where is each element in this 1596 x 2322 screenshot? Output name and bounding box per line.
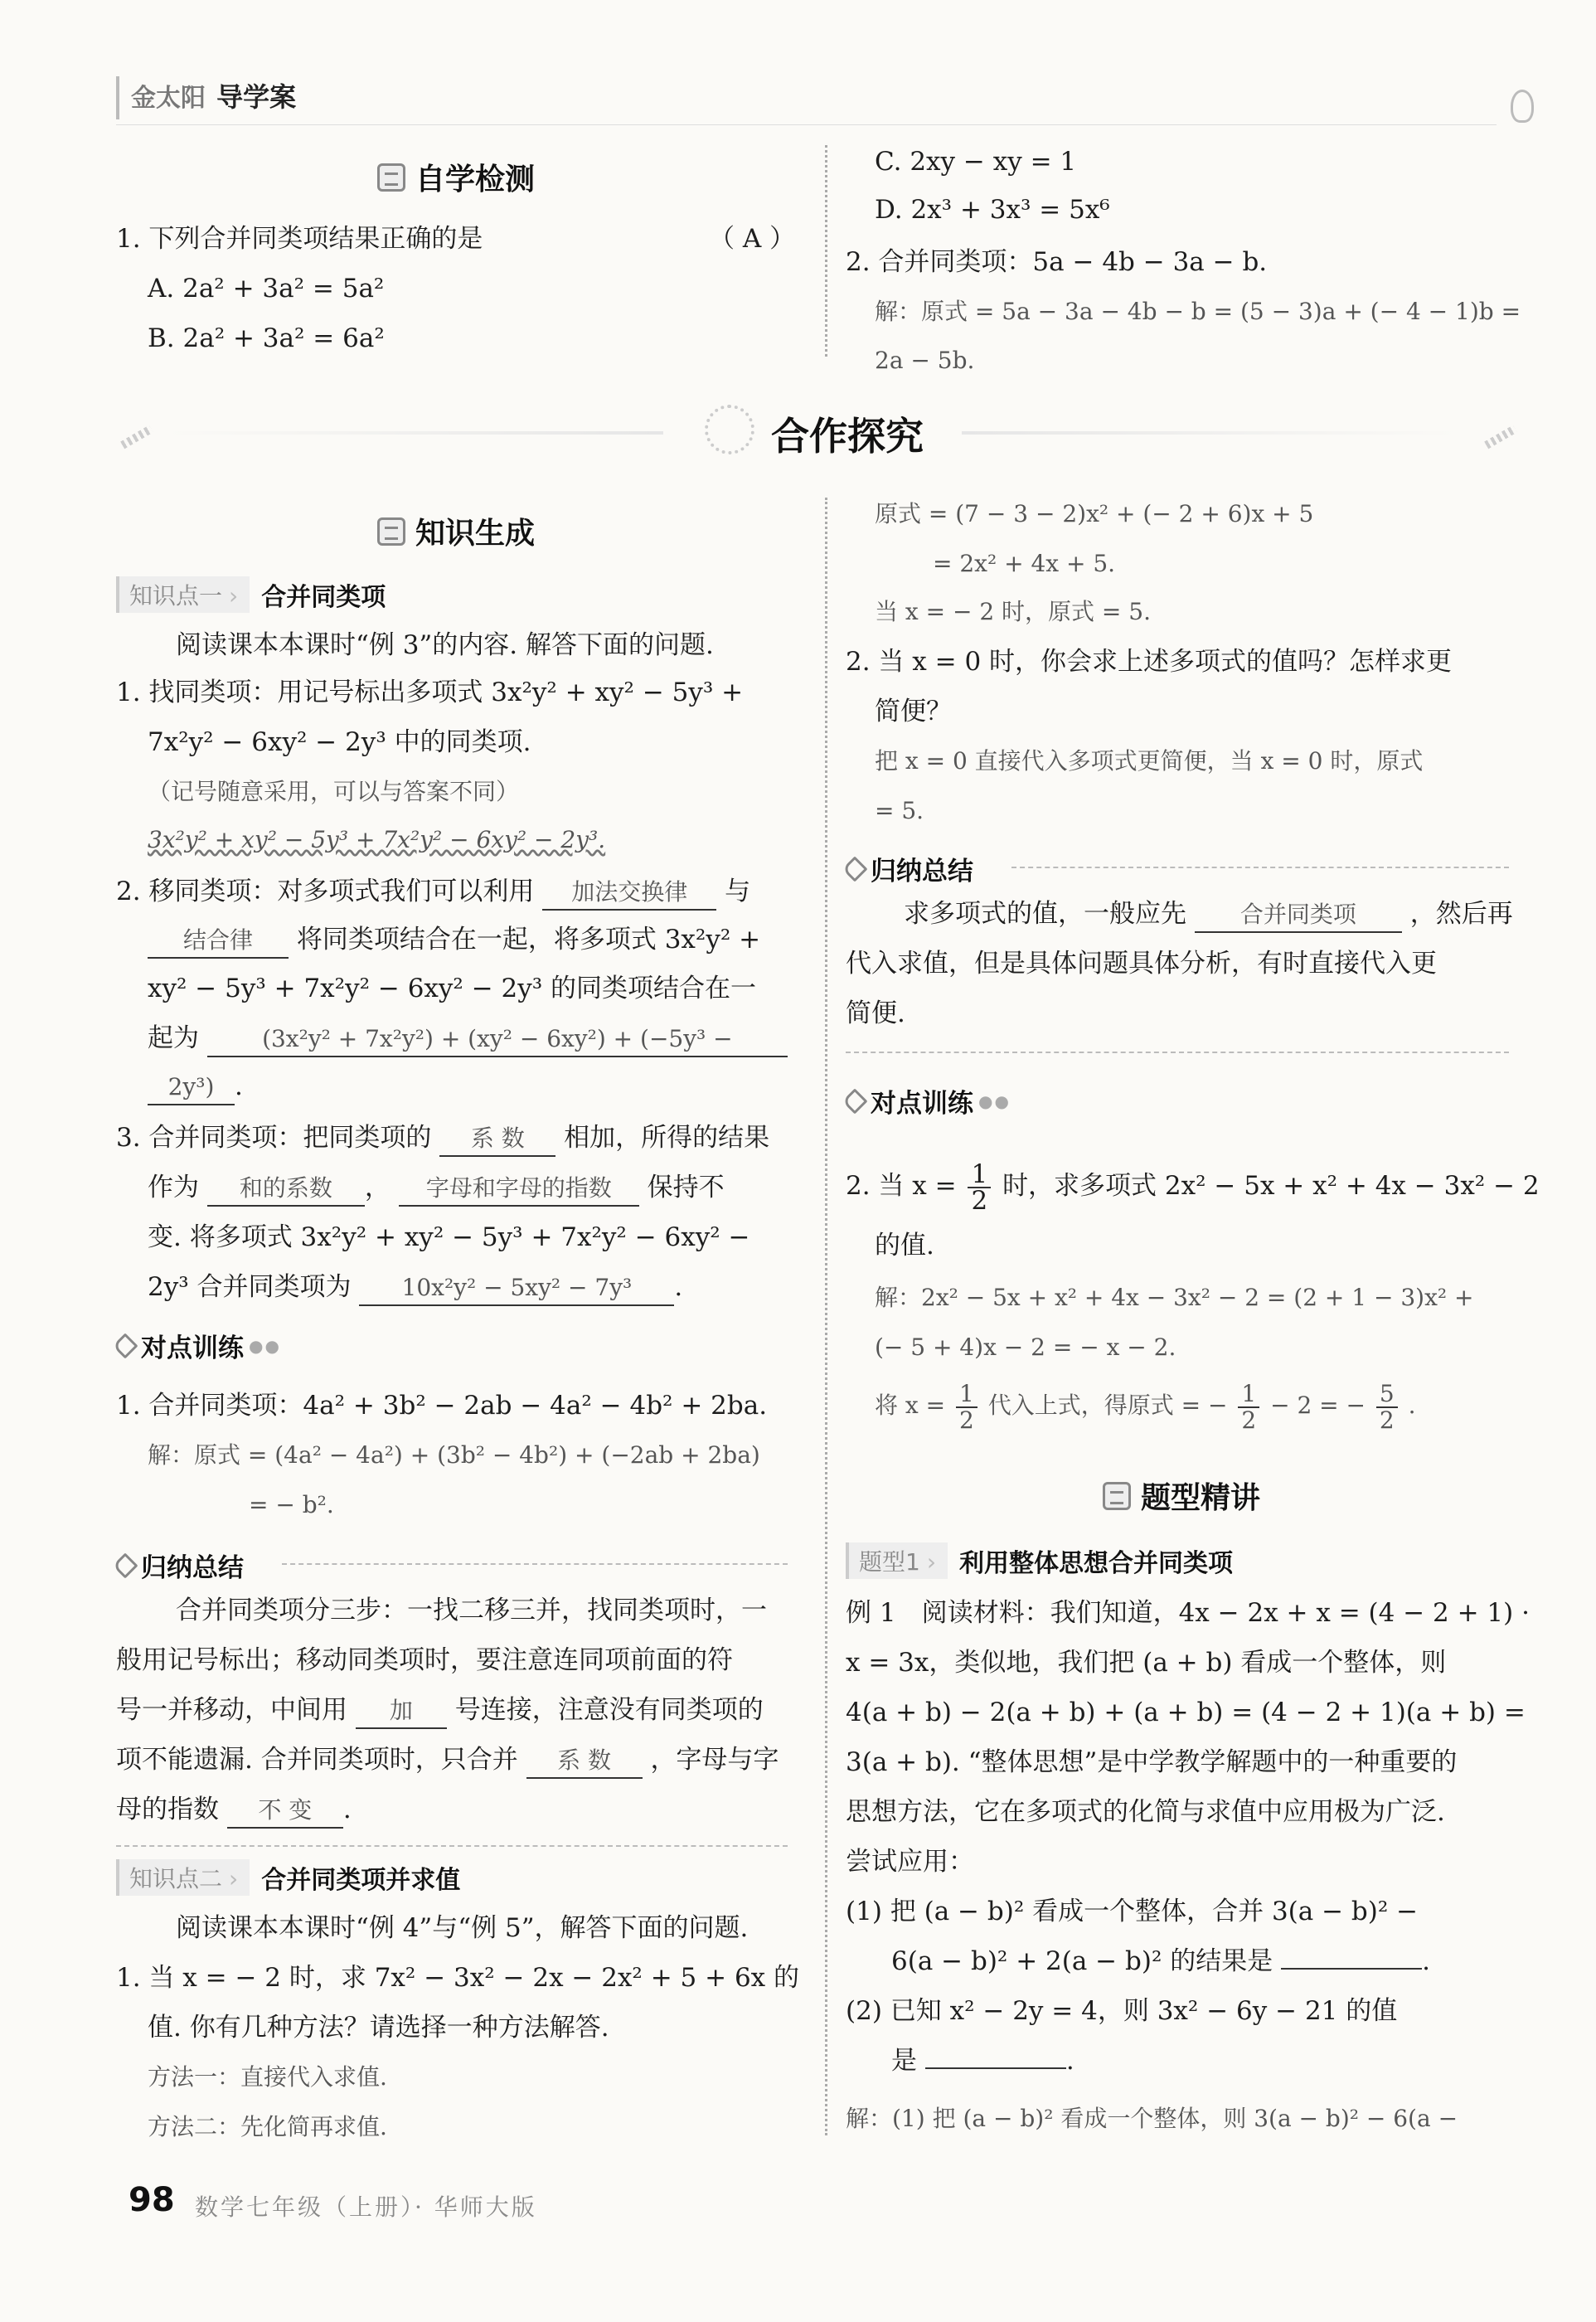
example1-part2-line2: 是 . [891, 2046, 1075, 2076]
subsection-title-text: 归纳总结 [141, 1553, 244, 1583]
blank-answer: 不 变 [227, 1794, 343, 1829]
text: ，字母与字 [650, 1745, 779, 1775]
footer-text: 数学七年级（上册）· 华师大版 [195, 2193, 537, 2221]
text: . [1408, 1392, 1416, 1419]
summary2-divider-bottom [846, 1052, 1509, 1053]
section-title-text: 自学检测 [415, 163, 536, 197]
blank-answer: 2y³) [148, 1071, 235, 1105]
training1-solution-1: 解：原式 = (4a² − 4a²) + (3b² − 4b²) + (−2ab + 2ba) [148, 1441, 760, 1469]
blank-answer: 10x²y² − 5xy² − 7y³ [359, 1271, 674, 1306]
blank-empty[interactable] [1281, 1968, 1422, 1970]
training2-solution-2: (− 5 + 4)x − 2 = − x − 2. [875, 1333, 1176, 1361]
column-divider-top [825, 145, 827, 357]
example1-line1: 例 1 阅读材料：我们知道，4x − 2x + x = (4 − 2 + 1) · [846, 1598, 1530, 1628]
example1-solution: 解：(1) 把 (a − b)² 看成一个整体，则 3(a − b)² − 6(a − [846, 2105, 1458, 2132]
knowledge-text: 合并同类项 [261, 583, 386, 612]
example1-part2-line1: (2) 已知 x² − 2y = 4，则 3x² − 6y − 21 的值 [846, 1996, 1398, 2026]
section-title-knowledge [377, 510, 535, 552]
section-title-text: 知识生成 [415, 517, 536, 551]
step3-line1 [116, 1121, 769, 1157]
subsection-training-1 [116, 1327, 281, 1364]
summary2-line3: 简便. [846, 998, 905, 1028]
fraction-denominator: 2 [1379, 1406, 1395, 1434]
header-divider [116, 124, 1497, 125]
training2-question [846, 1159, 1540, 1216]
fraction-numerator: 5 [1376, 1382, 1398, 1408]
lightbulb-icon [1511, 90, 1534, 123]
summary1-line2: 般用记号标出；移动同类项时，要注意连同项前面的符 [116, 1645, 733, 1675]
summary-divider-bottom [116, 1845, 788, 1847]
training2-line2: 的值. [875, 1231, 934, 1261]
fraction [1238, 1379, 1259, 1434]
step2-line2 [148, 923, 760, 959]
blank-answer: 合并同类项 [1195, 898, 1402, 933]
question-1-answer: （ A ） [709, 224, 796, 254]
subsection-summary-2 [846, 850, 973, 887]
fraction [968, 1159, 991, 1216]
example1-line5: 思想方法，它在多项式的化简与求值中应用极为广泛. [846, 1797, 1445, 1827]
step1-line1: 1. 找同类项：用记号标出多项式 3x²y² + xy² − 5y³ + [116, 678, 744, 707]
brand-subtitle: 导学案 [216, 81, 297, 113]
text: 起为 [148, 1023, 199, 1053]
knowledge-text: 合并同类项并求值 [261, 1866, 461, 1895]
method-2: 方法二：先化简再求值. [148, 2113, 387, 2140]
summary1-line5: 母的指数 不 变 . [116, 1793, 352, 1829]
pencil-icon [112, 1552, 138, 1578]
summary2-divider-top [1011, 867, 1509, 868]
subsection-title-text: 对点训练 [141, 1333, 244, 1363]
question-2-solution-1: 解：原式 = 5a − 3a − 4b − b = (5 − 3)a + (− 4 − 1)b = [875, 298, 1521, 325]
text: 2y³ 合并同类项为 [148, 1272, 352, 1302]
swirl-icon [705, 405, 754, 454]
blank-answer: 结合律 [148, 924, 289, 959]
fraction-numerator: 1 [956, 1382, 977, 1408]
fraction-numerator: 1 [968, 1162, 991, 1188]
decor-stroke-left [120, 425, 153, 449]
fraction [956, 1379, 977, 1434]
summary1-line1: 合并同类项分三步：一找二移三并，找同类项时，一 [176, 1596, 767, 1625]
subsection-title-text: 归纳总结 [871, 857, 973, 887]
k1-intro: 阅读课本本课时“例 3”的内容. 解答下面的问题. [176, 630, 714, 660]
section-title-self-test [377, 156, 535, 198]
text: ，然后再 [1409, 899, 1513, 929]
step3-line3: 变. 将多项式 3x²y² + xy² − 5y³ + 7x²y² − 6xy² − [148, 1222, 750, 1252]
section-icon [377, 163, 405, 192]
text: 保持不 [647, 1173, 725, 1202]
choice-d: D. 2x³ + 3x³ = 5x⁶ [875, 195, 1110, 225]
text: 母的指数 [116, 1795, 219, 1824]
pencil-icon [842, 856, 867, 882]
text: 将 x = [875, 1392, 946, 1419]
text: 相加，所得的结果 [564, 1123, 770, 1153]
big-title: 合作探究 [771, 414, 924, 459]
decor-stroke-right [1484, 425, 1517, 449]
k2-question1-line2: 值. 你有几种方法？请选择一种方法解答. [148, 2013, 609, 2043]
type-tag: 题型1 › [846, 1542, 948, 1579]
question-2: 2. 合并同类项：5a − 4b − 3a − b. [846, 247, 1268, 277]
summary2-line1 [904, 897, 1513, 933]
example1-line3: 4(a + b) − 2(a + b) + (a + b) = (4 − 2 + 1)(a + b) = [846, 1698, 1526, 1727]
text: 与 [725, 877, 751, 906]
example1-line4: 3(a + b). “整体思想”是中学教学解题中的一种重要的 [846, 1747, 1458, 1777]
decor-ribbon-right [962, 431, 1459, 435]
text: 号连接，注意没有同类项的 [454, 1695, 764, 1725]
step3-line4: 2y³ 合并同类项为 10x²y² − 5xy² − 7y³ . [148, 1270, 682, 1306]
subsection-title-text: 对点训练 [871, 1089, 973, 1119]
dots-decoration: ●● [249, 1335, 281, 1356]
blank-answer: 系 数 [526, 1744, 643, 1779]
text: − 2 = − [1270, 1392, 1366, 1419]
text: 是 [891, 2046, 917, 2076]
solution-line2: = 2x² + 4x + 5. [933, 550, 1116, 577]
example1-line2: x = 3x，类似地，我们把 (a + b) 看成一个整体，则 [846, 1648, 1447, 1678]
subsection-training-2 [846, 1082, 1011, 1120]
text: 时，求多项式 2x² − 5x + x² + 4x − 3x² − 2 [1002, 1171, 1540, 1201]
k2-question1-line1: 1. 当 x = − 2 时，求 7x² − 3x² − 2x − 2x² + 5 + 6x 的 [116, 1963, 800, 1993]
pencil-icon [112, 1333, 138, 1358]
summary2-line2: 代入求值，但是具体问题具体分析，有时直接代入更 [846, 949, 1437, 979]
text: 2. 当 x = [846, 1171, 957, 1201]
solution-line1: 原式 = (7 − 3 − 2)x² + (− 2 + 6)x + 5 [875, 500, 1314, 527]
step2-line4 [148, 1022, 788, 1057]
knowledge-point-1 [116, 576, 386, 613]
choice-b: B. 2a² + 3a² = 6a² [148, 323, 385, 353]
pencil-icon [842, 1088, 867, 1114]
knowledge-tag: 知识点一 › [116, 576, 250, 613]
text: 求多项式的值，一般应先 [904, 899, 1186, 929]
training1-question: 1. 合并同类项：4a² + 3b² − 2ab − 4a² − 4b² + 2ba. [116, 1391, 768, 1421]
decor-ribbon-left [166, 431, 663, 435]
example1-line6: 尝试应用： [846, 1847, 974, 1877]
section-title-text: 题型精讲 [1141, 1481, 1261, 1515]
choice-c: C. 2xy − xy = 1 [875, 147, 1077, 177]
text: 3. 合并同类项：把同类项的 [116, 1123, 432, 1153]
question2-answer1: 把 x = 0 直接代入多项式更简便，当 x = 0 时，原式 [875, 747, 1424, 775]
text: 号一并移动，中间用 [116, 1695, 347, 1725]
example1-part1-line1: (1) 把 (a − b)² 看成一个整体，合并 3(a − b)² − [846, 1897, 1419, 1926]
fraction-denominator: 2 [971, 1185, 988, 1216]
fraction-numerator: 1 [1238, 1382, 1259, 1408]
text: 项不能遗漏. 合并同类项时，只合并 [116, 1745, 518, 1775]
knowledge-tag: 知识点二 › [116, 1859, 250, 1896]
blank-empty[interactable] [925, 2067, 1066, 2069]
column-divider-main [825, 498, 827, 2135]
step2-line5: 2y³) . [148, 1070, 243, 1105]
header-brand [116, 76, 296, 119]
question2-line1: 2. 当 x = 0 时，你会求上述多项式的值吗？怎样求更 [846, 647, 1453, 677]
summary1-line3 [116, 1693, 764, 1729]
text: 代入上式，得原式 = − [987, 1392, 1228, 1419]
type-text: 利用整体思想合并同类项 [959, 1549, 1234, 1578]
step1-note: （记号随意采用，可以与答案不同） [148, 778, 520, 805]
section-icon [377, 517, 405, 546]
question2-answer2: = 5. [875, 797, 924, 824]
training2-solution-1: 解：2x² − 5x + x² + 4x − 3x² − 2 = (2 + 1 − 3)x² + [875, 1284, 1474, 1311]
summary-divider-top [282, 1563, 788, 1565]
step3-line2: 作为 和的系数 ， 字母和字母的指数 保持不 [148, 1171, 725, 1207]
blank-answer: 加 [356, 1694, 447, 1729]
text: 2. 移同类项：对多项式我们可以利用 [116, 877, 535, 906]
text: 将同类项结合在一起，将多项式 3x²y² + [296, 925, 761, 955]
type-1 [846, 1542, 1233, 1579]
step1-line2: 7x²y² − 6xy² − 2y³ 中的同类项. [148, 727, 531, 757]
summary1-line4 [116, 1743, 779, 1779]
solution-line3: 当 x = − 2 时，原式 = 5. [875, 598, 1152, 625]
brand-name: 金太阳 [131, 84, 206, 113]
blank-answer: 和的系数 [207, 1172, 365, 1207]
text: 6(a − b)² + 2(a − b)² 的结果是 [891, 1946, 1273, 1976]
blank-answer: 系 数 [439, 1122, 555, 1157]
fraction-denominator: 2 [1241, 1406, 1257, 1434]
step2-line3: xy² − 5y³ + 7x²y² − 6xy² − 2y³ 的同类项结合在一 [148, 974, 757, 1003]
blank-answer: (3x²y² + 7x²y²) + (xy² − 6xy²) + (−5y³ − [207, 1023, 788, 1057]
section-icon [1103, 1482, 1131, 1510]
step2-line1 [116, 875, 750, 911]
question-1: 1. 下列合并同类项结果正确的是 [116, 224, 483, 254]
step1-answer: 3x²y² + xy² − 5y³ + 7x²y² − 6xy² − 2y³. [148, 826, 606, 853]
question2-line2: 简便？ [875, 697, 952, 726]
question-2-solution-2: 2a − 5b. [875, 347, 975, 374]
method-1: 方法一：直接代入求值. [148, 2063, 387, 2091]
fraction [1376, 1379, 1398, 1434]
subsection-summary-1 [116, 1547, 244, 1584]
section-title-types [1103, 1474, 1260, 1517]
fraction-denominator: 2 [958, 1406, 974, 1434]
example1-part1-line2: 6(a − b)² + 2(a − b)² 的结果是 . [891, 1946, 1430, 1976]
training1-solution-2: = − b². [249, 1491, 334, 1518]
blank-answer: 加法交换律 [542, 876, 716, 911]
knowledge-point-2 [116, 1859, 460, 1896]
page-number: 98 [129, 2181, 175, 2219]
choice-a: A. 2a² + 3a² = 5a² [148, 274, 385, 304]
k2-intro: 阅读课本本课时“例 4”与“例 5”，解答下面的问题. [176, 1913, 749, 1943]
blank-answer: 字母和字母的指数 [399, 1172, 639, 1207]
dots-decoration: ●● [978, 1091, 1011, 1111]
text: 作为 [148, 1173, 199, 1202]
training2-solution-3 [875, 1381, 1416, 1433]
